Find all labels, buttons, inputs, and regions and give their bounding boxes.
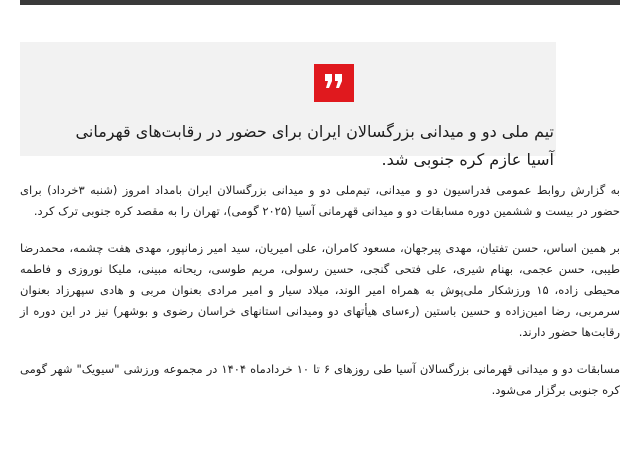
quote-box	[20, 42, 556, 169]
quote-badge	[314, 64, 354, 102]
paragraph-1: به گزارش روابط عمومی فدراسیون دو و میدانی، تیم‌ملی دو و میدانی بزرگسالان ایران بامداد امروز (شنبه ۳خرداد) برای حضور در بیست و ششمین دوره مسابقات دو و میدانی قهرمانی آسیا (۲۰۲۵ گومی)، تهران را به مقصد کره جنوبی ترک کرد.	[20, 183, 620, 218]
top-image-edge	[20, 0, 620, 5]
article-body	[20, 180, 620, 417]
paragraph-2: بر همین اساس، حسن تفتیان، مهدی پیرجهان، مسعود کامران، علی امیریان، سید امیر زمانپور، مهدی هفت چشمه، محمدرضا طیبی، حسن عجمی، بهنام شیری، علی فتحی گنجی، حسین رسولی، مریم طوسی، ریحانه مبینی، ملیکا نوروزی و فاطمه محیطی زاده، ۱۵ ورزشکار ملی‌پوش به همراه امیر الوند، میلاد سیار و امیر مرادی بعنوان مربی و هادی سپهرزاد بعنوان سرمربی، رضا امین‌زاده و حسین باستین (رءسای هیأتهای دو ومیدانی استانهای خراسان رضوی و بوشهر) نیز در این دوره از رقابت‌ها حضور دارند.	[20, 241, 620, 339]
quote-text: تیم ملی دو و میدانی بزرگسالان ایران برای حضور در رقابت‌های قهرمانی آسیا عازم کره جنوبی شد.	[75, 122, 554, 169]
paragraph-3: مسابقات دو و میدانی قهرمانی بزرگسالان آسیا طی روزهای ۶ تا ۱۰ خردادماه ۱۴۰۴ در مجموعه ورزشی "سیویک" شهر گومی کره جنوبی برگزار می‌شود.	[20, 362, 620, 397]
quote-icon	[324, 73, 344, 93]
